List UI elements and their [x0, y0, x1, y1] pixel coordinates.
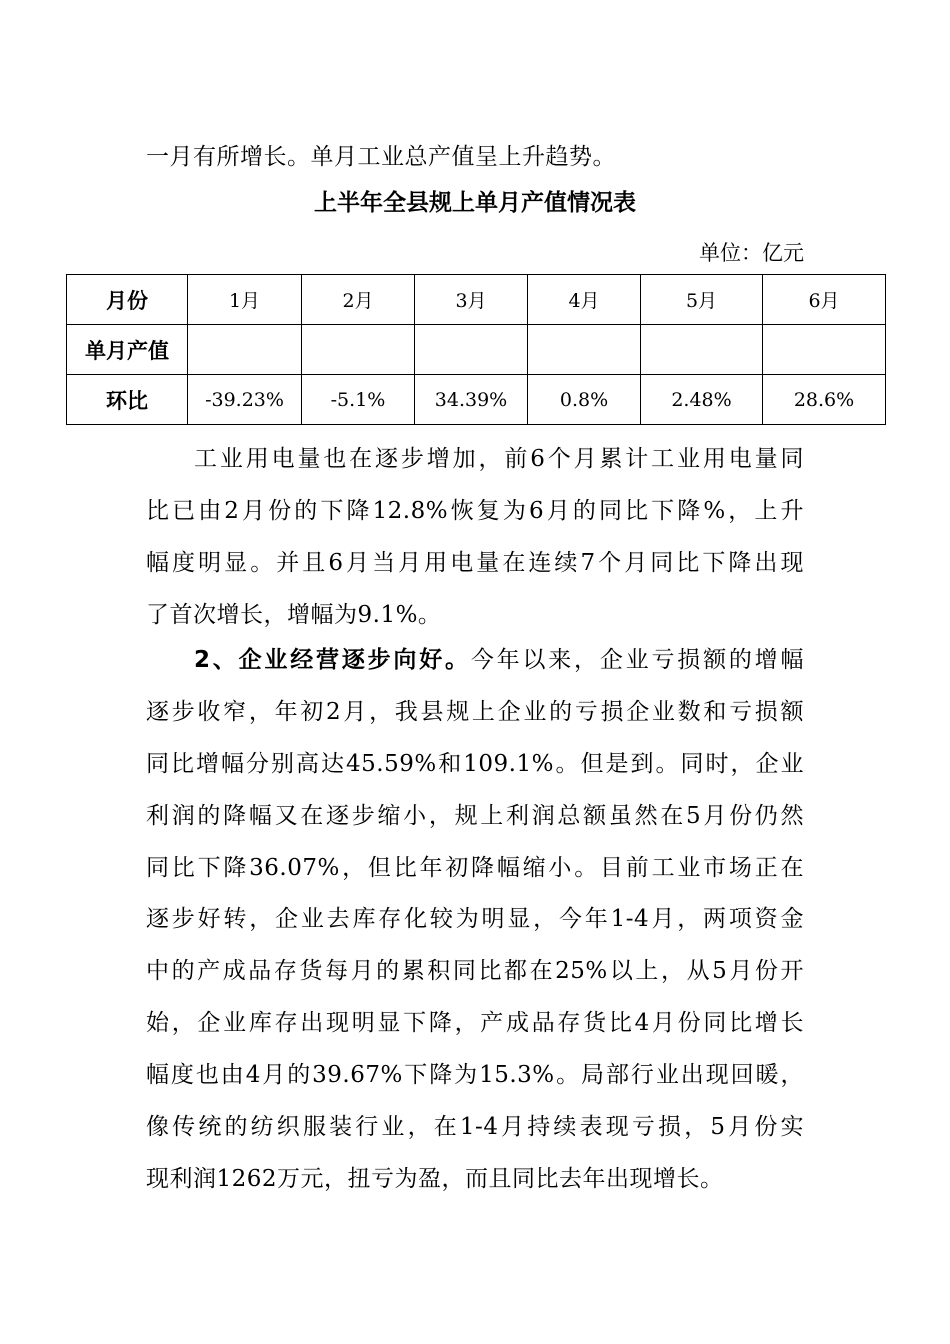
header-cell: 3月 [415, 275, 528, 325]
header-cell: 1月 [188, 275, 302, 325]
table-row [67, 375, 886, 425]
paragraph-line: 逐步收窄，年初2月，我县规上企业的亏损企业数和亏损额 [146, 699, 804, 725]
paragraph-line: 始，企业库存出现明显下降，产成品存货比4月份同比增长 [146, 1010, 804, 1036]
paragraph-line: 同比增幅分别高达45.59%和109.1%。但是到。同时，企业 [146, 751, 804, 777]
paragraph-line: 工业用电量也在逐步增加，前6个月累计工业用电量同 [194, 446, 804, 472]
header-cell: 2月 [302, 275, 415, 325]
table-cell: 34.39% [415, 375, 528, 425]
paragraph-line: 逐步好转，企业去库存化较为明显，今年1-4月，两项资金 [146, 906, 804, 932]
table-cell [188, 325, 302, 375]
paragraph-line: 中的产成品存货每月的累积同比都在25%以上，从5月份开 [146, 958, 804, 984]
table-cell: 2.48% [641, 375, 763, 425]
paragraph-text: 今年以来，企业亏损额的增幅 [470, 647, 804, 673]
table-title: 上半年全县规上单月产值情况表 [314, 190, 636, 216]
header-cell: 6月 [763, 275, 886, 325]
header-month: 月份 [67, 275, 188, 325]
paragraph-line: 现利润1262万元，扭亏为盈，而且同比去年出现增长。 [146, 1166, 724, 1192]
section-heading: 2、企业经营逐步向好。 [194, 647, 471, 673]
unit-label: 单位：亿元 [699, 241, 804, 265]
table-cell [415, 325, 528, 375]
paragraph-line: 了首次增长，增幅为9.1%。 [146, 602, 442, 628]
paragraph-line: 幅度也由4月的39.67%下降为15.3%。局部行业出现回暖， [146, 1062, 804, 1088]
table-cell: -39.23% [188, 375, 302, 425]
table-cell: -5.1% [302, 375, 415, 425]
table-cell: 0.8% [528, 375, 641, 425]
table-cell: 28.6% [763, 375, 886, 425]
paragraph-line: 利润的降幅又在逐步缩小，规上利润总额虽然在5月份仍然 [146, 803, 804, 829]
paragraph-line: 像传统的纺织服装行业，在1-4月持续表现亏损，5月份实 [146, 1114, 804, 1140]
paragraph-line: 同比下降36.07%，但比年初降幅缩小。目前工业市场正在 [146, 855, 804, 881]
table-header-row [67, 275, 886, 325]
intro-line: 一月有所增长。单月工业总产值呈上升趋势。 [146, 144, 616, 170]
header-cell: 5月 [641, 275, 763, 325]
header-cell: 4月 [528, 275, 641, 325]
table-cell [763, 325, 886, 375]
table-cell [528, 325, 641, 375]
row-label: 单月产值 [67, 325, 188, 375]
table-cell [302, 325, 415, 375]
paragraph-line: 比已由2月份的下降12.8%恢复为6月的同比下降%，上升 [146, 498, 804, 524]
monthly-output-table [66, 274, 886, 425]
table-cell [641, 325, 763, 375]
paragraph-line: 幅度明显。并且6月当月用电量在连续7个月同比下降出现 [146, 550, 804, 576]
row-label: 环比 [67, 375, 188, 425]
paragraph-line [194, 641, 804, 674]
table-row [67, 325, 886, 375]
